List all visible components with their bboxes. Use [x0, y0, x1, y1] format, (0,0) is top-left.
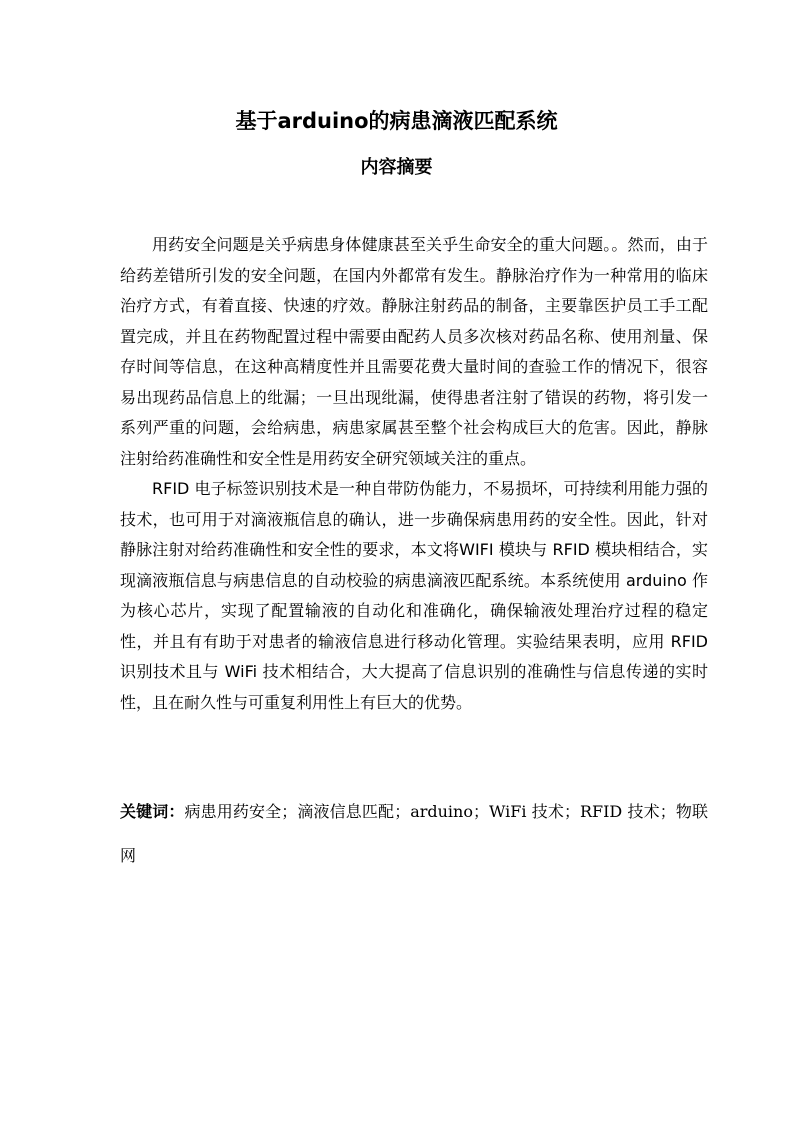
document-title: 基于arduino的病患滴液匹配系统 — [235, 109, 558, 133]
keywords-label: 关键词： — [120, 802, 185, 821]
abstract-heading: 内容摘要 — [360, 157, 433, 178]
abstract-body — [120, 230, 708, 718]
keywords-text: 病患用药安全；滴液信息匹配；arduino；WiFi 技术；RFID 技术；物联网 — [120, 802, 708, 865]
abstract-paragraph-1: 用药安全问题是关乎病患身体健康甚至关乎生命安全的重大问题。。然而，由于给药差错所引发的安全问题，在国内外都常有发生。静脉治疗作为一种常用的临床治疗方式，有着直接、快速的疗效。静脉注射药品的制备，主要靠医护员工手工配置完成，并且在药物配置过程中需要由配药人员多次核对药品名称、使用剂量、保存时间等信息，在这种高精度性并且需要花费大量时间的查验工作的情况下，很容易出现药品信息上的纰漏；一旦出现纰漏，使得患者注射了错误的药物，将引发一系列严重的问题，会给病患，病患家属甚至整个社会构成巨大的危害。因此，静脉注射给药准确性和安全性是用药安全研究领域关注的重点。 — [120, 235, 708, 468]
keywords-line — [120, 790, 708, 878]
abstract-paragraph-2: RFID 电子标签识别技术是一种自带防伪能力，不易损坏，可持续利用能力强的技术，也可用于对滴液瓶信息的确认，进一步确保病患用药的安全性。因此，针对静脉注射对给药准确性和安全性的要求，本文将WIFI 模块与 RFID 模块相结合，实现滴液瓶信息与病患信息的自动校验的病患滴液匹配系统。本系统使用 arduino 作为核心芯片，实现了配置输液的自动化和准确化，确保输液处理治疗过程的稳定性，并且有有助于对患者的输液信息进行移动化管理。实验结果表明，应用 RFID 识别技术且与 WiFi 技术相结合，大大提高了信息识别的准确性与信息传递的实时性，且在耐久性与可重复利用性上有巨大的优势。 — [120, 479, 708, 712]
